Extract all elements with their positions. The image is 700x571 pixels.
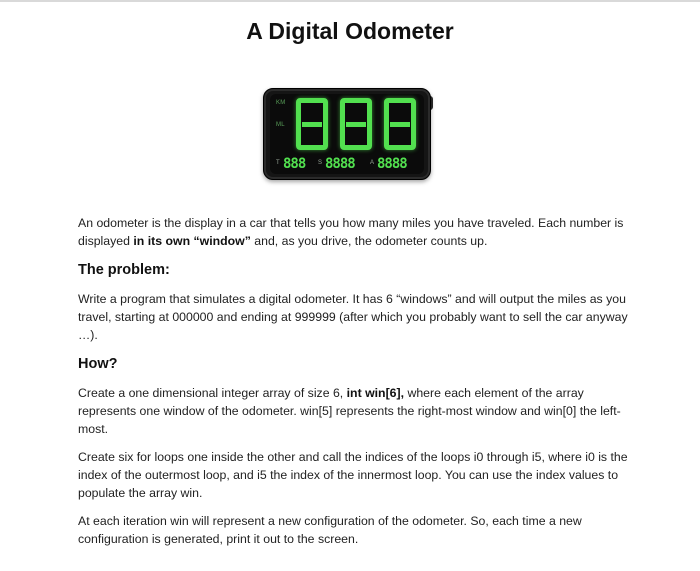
- big-digit-1: [296, 98, 328, 150]
- intro-text-2: and, as you drive, the odometer counts up.: [250, 234, 488, 248]
- how-p1-bold: int win[6],: [346, 386, 405, 400]
- speed-tag: S: [318, 160, 323, 166]
- problem-heading: The problem:: [78, 262, 170, 278]
- intro-bold: in its own “window”: [133, 234, 251, 248]
- speed-readout: 8888: [325, 156, 355, 172]
- unit-ml-label: ML: [276, 122, 285, 128]
- how-paragraph-1: [78, 384, 638, 438]
- how-p1-text-1: Create a one dimensional integer array of size 6,: [78, 386, 347, 400]
- big-digit-3: [384, 98, 416, 150]
- unit-km-label: KM: [276, 100, 286, 106]
- top-divider: [0, 0, 700, 2]
- page-title: A Digital Odometer: [246, 18, 454, 44]
- intro-text-1: An odometer is the display in a car that tells you how many miles you have traveled. Each number is displayed: [78, 216, 624, 248]
- how-heading: How?: [78, 356, 118, 372]
- trip-readout: 888: [283, 156, 306, 172]
- altitude-tag: A: [370, 160, 375, 166]
- odometer-illustration: [263, 88, 431, 180]
- odometer-screen: [270, 94, 424, 174]
- altitude-readout: 8888: [377, 156, 407, 172]
- intro-paragraph: [78, 214, 638, 250]
- how-paragraph-2: Create six for loops one inside the other and call the indices of the loops i0 through i5, where i0 is the index of the outermost loop, and i5 the index of the innermost loop. You can use the index values to populate the array win.: [78, 450, 628, 500]
- big-digit-2: [340, 98, 372, 150]
- problem-paragraph: Write a program that simulates a digital odometer. It has 6 “windows” and will output the miles as you travel, starting at 000000 and ending at 999999 (after which you probably want to sell the car anyway …).: [78, 292, 628, 342]
- how-p1-text-2: where each element of the array represents one window of the odometer. win[5] represents the right-most window and win[0] the left-most.: [78, 386, 621, 436]
- how-paragraph-3: At each iteration win will represent a new configuration of the odometer. So, each time a new configuration is generated, print it out to the screen.: [78, 514, 582, 546]
- trip-tag: T: [276, 160, 280, 166]
